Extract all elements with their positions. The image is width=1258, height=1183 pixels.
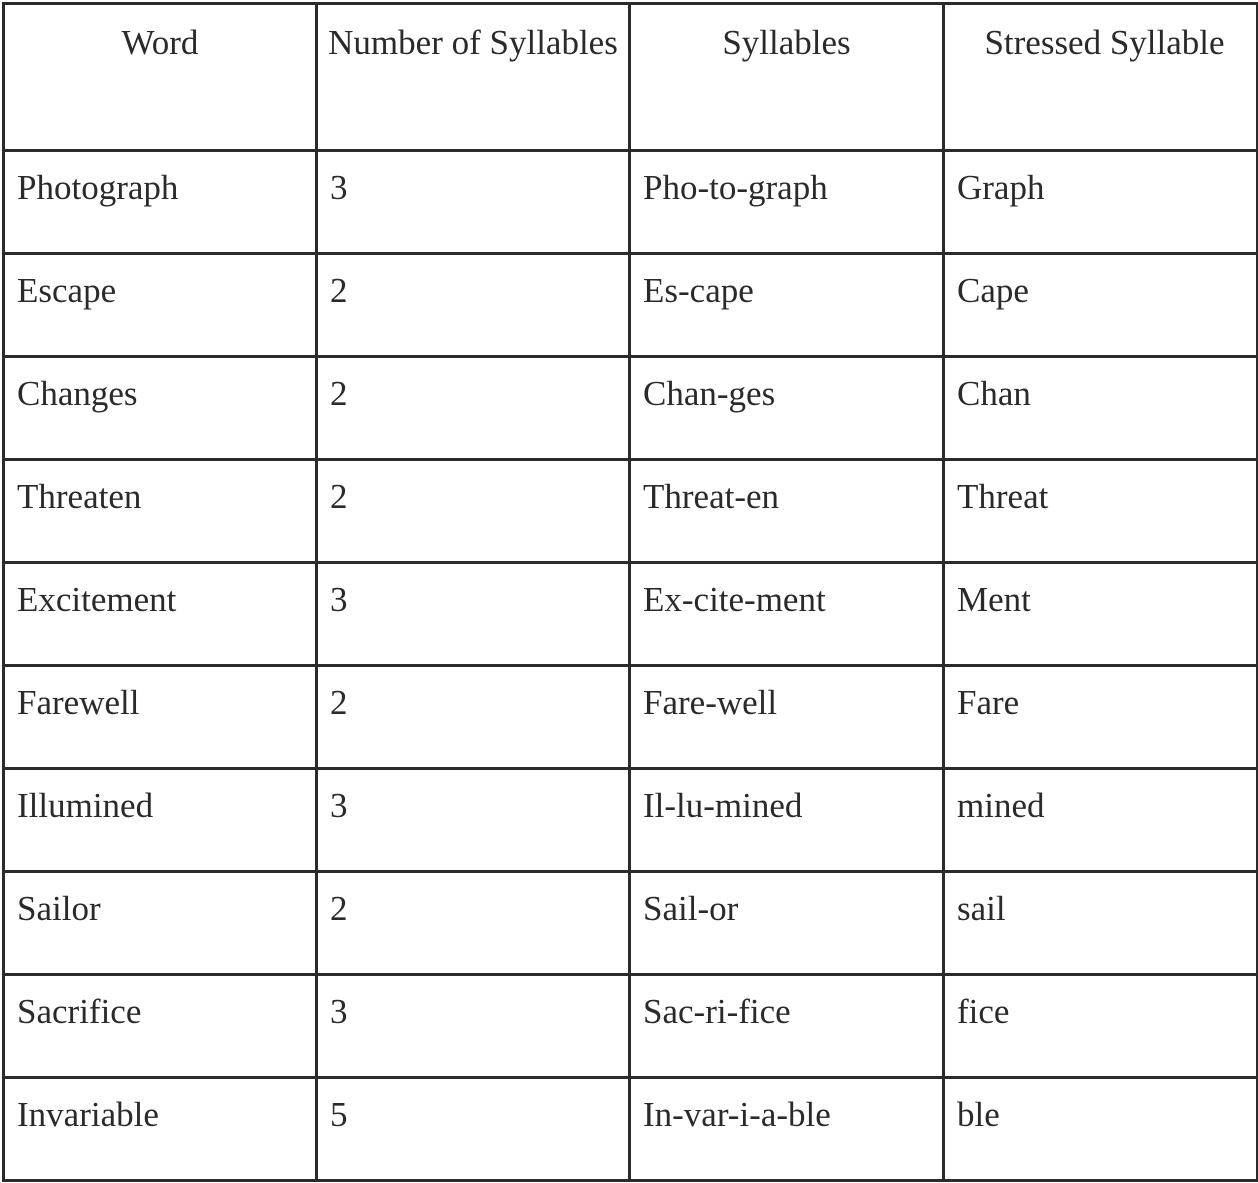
syllable-count-cell: 3 — [317, 975, 630, 1078]
stressed-syllable-cell: Threat — [944, 460, 1258, 563]
stressed-syllable-cell: Graph — [944, 151, 1258, 254]
syllable-count-cell: 2 — [317, 357, 630, 460]
table-row — [4, 151, 1258, 254]
syllable-count-cell: 3 — [317, 563, 630, 666]
table-row — [4, 769, 1258, 872]
stressed-syllable-cell: fice — [944, 975, 1258, 1078]
syllables-cell: Sail-or — [630, 872, 944, 975]
syllable-count-cell: 5 — [317, 1078, 630, 1181]
stressed-syllable-cell: Chan — [944, 357, 1258, 460]
table-row — [4, 254, 1258, 357]
syllable-count-cell: 2 — [317, 460, 630, 563]
syllables-cell: Chan-ges — [630, 357, 944, 460]
syllable-count-cell: 3 — [317, 769, 630, 872]
table-row — [4, 872, 1258, 975]
header-word: Word — [4, 4, 317, 151]
stressed-syllable-cell: Cape — [944, 254, 1258, 357]
word-cell: Excitement — [4, 563, 317, 666]
stressed-syllable-cell: sail — [944, 872, 1258, 975]
syllables-cell: Il-lu-mined — [630, 769, 944, 872]
word-cell: Escape — [4, 254, 317, 357]
syllables-cell: Pho-to-graph — [630, 151, 944, 254]
table-row — [4, 666, 1258, 769]
table-row — [4, 1078, 1258, 1181]
syllables-cell: Fare-well — [630, 666, 944, 769]
syllables-cell: Es-cape — [630, 254, 944, 357]
header-syllables: Syllables — [630, 4, 944, 151]
stressed-syllable-cell: Fare — [944, 666, 1258, 769]
syllables-cell: Sac-ri-fice — [630, 975, 944, 1078]
word-cell: Illumined — [4, 769, 317, 872]
word-cell: Threaten — [4, 460, 317, 563]
stressed-syllable-cell: mined — [944, 769, 1258, 872]
syllables-cell: In-var-i-a-ble — [630, 1078, 944, 1181]
word-cell: Sailor — [4, 872, 317, 975]
syllable-table — [2, 2, 1258, 1182]
stressed-syllable-cell: ble — [944, 1078, 1258, 1181]
word-cell: Photograph — [4, 151, 317, 254]
table-row — [4, 975, 1258, 1078]
word-cell: Sacrifice — [4, 975, 317, 1078]
header-number-of-syllables: Number of Syllables — [317, 4, 630, 151]
header-row — [4, 4, 1258, 151]
word-cell: Farewell — [4, 666, 317, 769]
table-row — [4, 563, 1258, 666]
syllable-count-cell: 2 — [317, 254, 630, 357]
table-row — [4, 357, 1258, 460]
syllables-cell: Threat-en — [630, 460, 944, 563]
syllables-cell: Ex-cite-ment — [630, 563, 944, 666]
syllable-count-cell: 3 — [317, 151, 630, 254]
word-cell: Invariable — [4, 1078, 317, 1181]
syllable-count-cell: 2 — [317, 872, 630, 975]
stressed-syllable-cell: Ment — [944, 563, 1258, 666]
header-stressed-syllable: Stressed Syllable — [944, 4, 1258, 151]
table-row — [4, 460, 1258, 563]
word-cell: Changes — [4, 357, 317, 460]
syllable-count-cell: 2 — [317, 666, 630, 769]
